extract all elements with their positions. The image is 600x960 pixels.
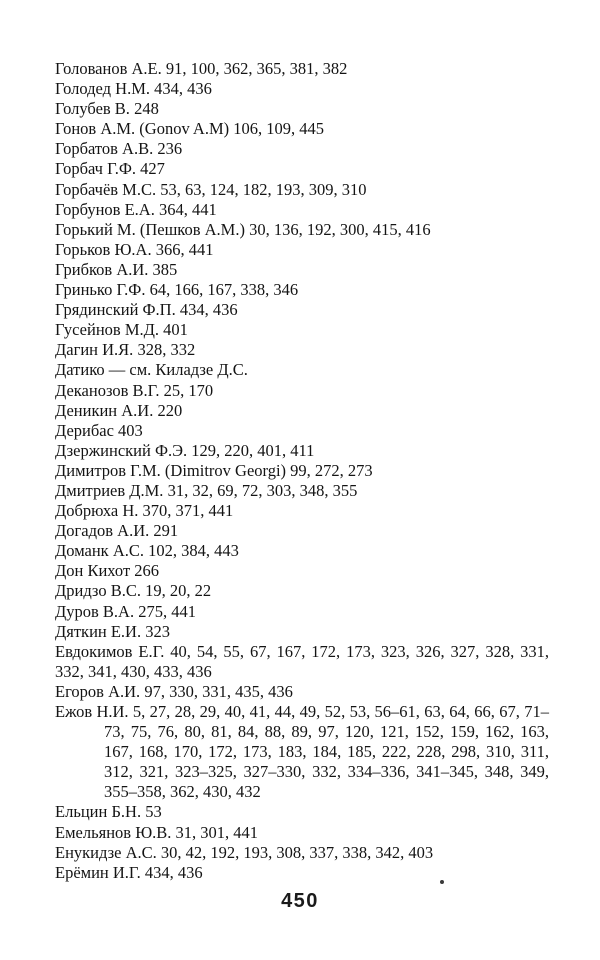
entry-refs: 434, 436 bbox=[175, 300, 238, 320]
entry-name: Голодед Н.М. bbox=[55, 79, 150, 99]
entry-refs: 64, 166, 167, 338, 346 bbox=[145, 280, 299, 300]
entry-refs: 291 bbox=[149, 521, 179, 541]
index-entry bbox=[55, 401, 549, 421]
entry-refs: 30, 42, 192, 193, 308, 337, 338, 342, 403 bbox=[156, 842, 434, 862]
entry-refs: 266 bbox=[130, 561, 160, 581]
entry-name: Деканозов В.Г. bbox=[55, 380, 160, 400]
entry-name: Грибков А.И. bbox=[55, 259, 149, 279]
entry-refs: 102, 384, 443 bbox=[144, 541, 239, 561]
index-entry bbox=[55, 702, 549, 802]
entry-refs: 31, 301, 441 bbox=[171, 822, 259, 842]
index-entry bbox=[55, 159, 549, 179]
entry-name: Добрюха Н. bbox=[55, 501, 139, 521]
entry-name: Горьков Ю.А. bbox=[55, 239, 152, 259]
entry-name: Дридзо В.С. bbox=[55, 581, 141, 601]
index-entry bbox=[55, 622, 549, 642]
entry-name: Голованов А.Е. bbox=[55, 59, 162, 78]
entry-name: Грядинский Ф.П. bbox=[55, 300, 176, 320]
index-entries bbox=[55, 59, 549, 883]
entry-refs: 106, 109, 445 bbox=[229, 119, 325, 139]
entry-name: Гринько Г.Ф. bbox=[55, 280, 146, 300]
entry-name: Датико bbox=[55, 360, 105, 380]
entry-name: Дзержинский Ф.Э. bbox=[55, 440, 188, 460]
index-entry bbox=[55, 481, 549, 501]
entry-name: Дерибас bbox=[55, 420, 114, 440]
index-entry bbox=[55, 561, 549, 581]
entry-name: Горбунов Е.А. bbox=[55, 199, 155, 219]
entry-name: Горбачёв М.С. bbox=[55, 179, 157, 199]
entry-refs: 220 bbox=[153, 400, 183, 420]
index-entry bbox=[55, 119, 549, 139]
index-entry bbox=[55, 240, 549, 260]
entry-name: Догадов А.И. bbox=[55, 521, 150, 541]
entry-name: Евдокимов Е.Г. bbox=[55, 641, 165, 661]
index-entry bbox=[55, 802, 549, 822]
entry-refs: 328, 332 bbox=[133, 340, 196, 360]
index-entry bbox=[55, 441, 549, 461]
index-entry bbox=[55, 180, 549, 200]
entry-name: Ельцин Б.Н. bbox=[55, 802, 142, 822]
index-entry bbox=[55, 581, 549, 601]
index-entry bbox=[55, 521, 549, 541]
entry-name: Гусейнов М.Д. bbox=[55, 320, 160, 340]
index-entry bbox=[55, 59, 549, 79]
entry-refs: 19, 20, 22 bbox=[141, 581, 212, 601]
index-entry bbox=[55, 280, 549, 300]
entry-name: Енукидзе А.С. bbox=[55, 842, 157, 862]
index-entry bbox=[55, 220, 549, 240]
entry-refs: 40, 54, 55, 67, 167, 172, 173, 323, 326, 327, 328, 331, 332, 341, 430, 433, 436 bbox=[55, 641, 549, 681]
entry-name: Доманк А.С. bbox=[55, 541, 144, 561]
entry-refs: 366, 441 bbox=[151, 239, 214, 259]
index-entry bbox=[55, 300, 549, 320]
entry-refs: 53 bbox=[141, 802, 162, 822]
entry-name: Дяткин Е.И. bbox=[55, 621, 142, 641]
entry-name: Дагин И.Я. bbox=[55, 340, 134, 360]
entry-name: Горбач Г.Ф. bbox=[55, 159, 137, 179]
index-entry bbox=[55, 79, 549, 99]
index-entry bbox=[55, 461, 549, 481]
page-number: 450 bbox=[281, 890, 319, 912]
index-entry bbox=[55, 421, 549, 441]
entry-name: Емельянов Ю.В. bbox=[55, 822, 172, 842]
entry-refs: 129, 220, 401, 411 bbox=[187, 440, 315, 460]
index-entry bbox=[55, 823, 549, 843]
entry-refs: 275, 441 bbox=[134, 601, 196, 621]
index-entry bbox=[55, 682, 549, 702]
index-entry bbox=[55, 501, 549, 521]
entry-refs: 323 bbox=[141, 621, 170, 641]
index-entry bbox=[55, 843, 549, 863]
entry-name: Дмитриев Д.М. bbox=[55, 480, 164, 500]
entry-name: Ежов Н.И. bbox=[55, 702, 129, 721]
index-entry bbox=[55, 340, 549, 360]
entry-refs: 53, 63, 124, 182, 193, 309, 310 bbox=[156, 179, 367, 199]
entry-refs: 30, 136, 192, 300, 415, 416 bbox=[244, 219, 431, 239]
entry-name: Ерёмин И.Г. bbox=[55, 862, 141, 882]
entry-name: Горбатов А.В. bbox=[55, 139, 154, 159]
entry-refs: 401 bbox=[159, 320, 188, 340]
entry-name: Егоров А.И. bbox=[55, 681, 141, 701]
entry-refs: 236 bbox=[153, 139, 183, 159]
index-entry bbox=[55, 381, 549, 401]
entry-refs: 385 bbox=[148, 259, 178, 279]
entry-refs: 25, 170 bbox=[159, 380, 214, 400]
index-entry bbox=[55, 541, 549, 561]
entry-refs: 31, 32, 69, 72, 303, 348, 355 bbox=[163, 480, 358, 500]
entry-name: Гонов А.М. (Gonov A.M) bbox=[55, 119, 230, 139]
index-entry bbox=[55, 320, 549, 340]
entry-refs: 434, 436 bbox=[150, 79, 212, 99]
entry-name: Дуров В.А. bbox=[55, 601, 135, 621]
entry-refs: 370, 371, 441 bbox=[138, 501, 234, 521]
index-entry bbox=[55, 642, 549, 682]
entry-refs: 97, 330, 331, 435, 436 bbox=[140, 681, 293, 701]
entry-refs: 434, 436 bbox=[140, 862, 203, 882]
entry-name: Дон Кихот bbox=[55, 561, 131, 581]
entry-name: Голубев В. bbox=[55, 99, 130, 119]
entry-refs: 403 bbox=[113, 420, 143, 440]
index-entry bbox=[55, 139, 549, 159]
scan-artifact-dot bbox=[440, 880, 444, 884]
entry-name: Горький М. (Пешков А.М.) bbox=[55, 219, 245, 239]
entry-refs: 5, 27, 28, 29, 40, 41, 44, 49, 52, 53, 56–61, 63, 64, 66, 67, 71–73, 75, 76, 80, 81, 84, 88, 89, 97, 120, 121, 152, 159, 162, 163, 167, 168, 170, 172, 173, 183, 184, 185, 222, 228, 298, 310, 311, 312, 321, 323–325, 327–330, 332, 334–336, 341–345, 348, 349, 355–358, 362, 430, 432 bbox=[104, 702, 549, 802]
entry-name: Димитров Г.М. (Dimitrov Georgi) bbox=[55, 460, 287, 480]
entry-refs: 427 bbox=[136, 159, 165, 179]
index-entry bbox=[55, 863, 549, 883]
entry-refs: 364, 441 bbox=[154, 199, 217, 219]
index-entry bbox=[55, 602, 549, 622]
index-entry bbox=[55, 360, 549, 380]
index-entry bbox=[55, 99, 549, 119]
index-entry bbox=[55, 200, 549, 220]
entry-refs: 91, 100, 362, 365, 381, 382 bbox=[161, 59, 348, 78]
index-entry bbox=[55, 260, 549, 280]
entry-name: Деникин А.И. bbox=[55, 400, 154, 420]
entry-refs: — см. Киладзе Д.С. bbox=[104, 360, 248, 380]
entry-refs: 248 bbox=[129, 99, 159, 119]
entry-refs: 99, 272, 273 bbox=[286, 460, 373, 480]
